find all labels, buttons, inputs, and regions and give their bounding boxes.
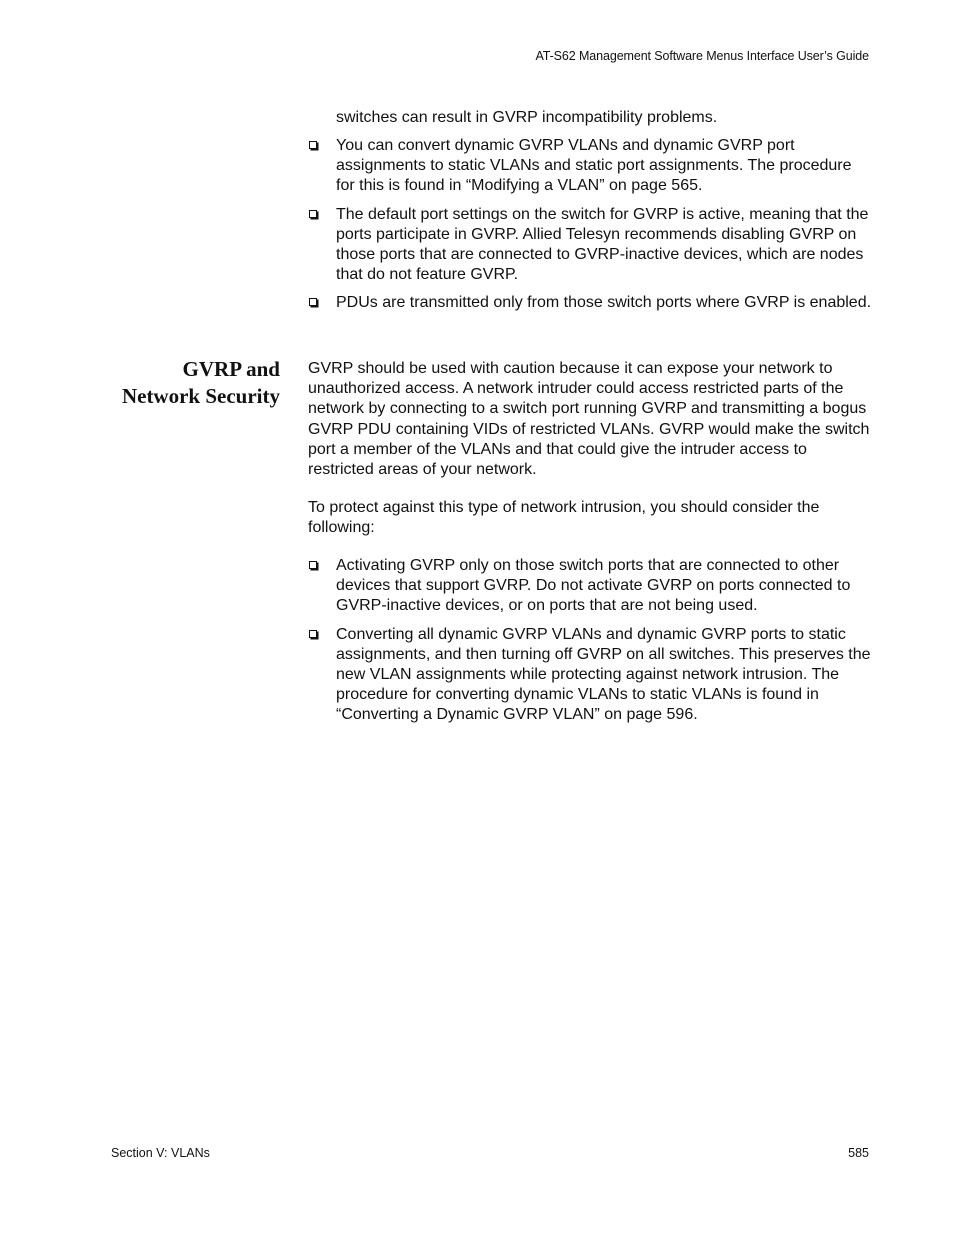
list-item-text: The default port settings on the switch for GVRP is active, meaning that the ports participate in GVRP. Allied Telesyn recommends disabling GVRP on those ports that are connected to GVRP-inactive devices, which are nodes that do not feature GVRP. [336, 205, 869, 284]
list-item-text: PDUs are transmitted only from those switch ports where GVRP is enabled. [336, 294, 872, 312]
continued-bullet-text: switches can result in GVRP incompatibility problems. [336, 109, 718, 126]
section-heading [122, 356, 280, 410]
checkbox-bullet-icon [309, 210, 317, 218]
list-item-text: You can convert dynamic GVRP VLANs and dynamic GVRP port assignments to static VLANs and static port assignments. The procedure for this is found in “Modifying a VLAN” on page 565. [336, 137, 852, 195]
security-paragraph: GVRP should be used with caution because it can expose your network to unauthorized access. A network intruder could access restricted parts of the network by connecting to a switch port running GVRP and transmitting a bogus GVRP PDU containing VIDs of restricted VLANs. GVRP would make the switch port a member of the VLANs and that could give the intruder access to restricted areas of your network. [308, 360, 870, 479]
list-item-text: Converting all dynamic GVRP VLANs and dynamic GVRP ports to static assignments, and then turning off GVRP on all switches. This preserves the new VLAN assignments while protecting against network intrusion. The procedure for converting dynamic VLANs to static VLANs is found in “Converting a Dynamic GVRP VLAN” on page 596. [336, 625, 871, 724]
section-heading-line-2: Network Security [121, 384, 280, 408]
protection-measures-list [308, 556, 874, 734]
gvrp-notes-list [308, 136, 874, 322]
checkbox-bullet-icon [309, 298, 317, 306]
list-item [308, 556, 874, 617]
checkbox-bullet-icon [309, 141, 317, 149]
list-item-text: Activating GVRP only on those switch ports that are connected to other devices that support GVRP. Do not activate GVRP on ports connected to GVRP-inactive devices, or on ports that are not being used. [336, 557, 851, 615]
running-header: AT-S62 Management Software Menus Interface User’s Guide [535, 49, 869, 63]
list-item [308, 293, 874, 313]
checkbox-bullet-icon [309, 561, 317, 569]
checkbox-bullet-icon [309, 630, 317, 638]
list-item [308, 136, 874, 197]
footer-page-number: 585 [848, 1146, 869, 1160]
section-heading-line-1: GVRP and [182, 357, 280, 381]
protection-intro-paragraph: To protect against this type of network intrusion, you should consider the following: [308, 499, 820, 537]
list-item [308, 625, 874, 726]
footer-section-label: Section V: VLANs [111, 1146, 210, 1160]
list-item [308, 205, 874, 286]
